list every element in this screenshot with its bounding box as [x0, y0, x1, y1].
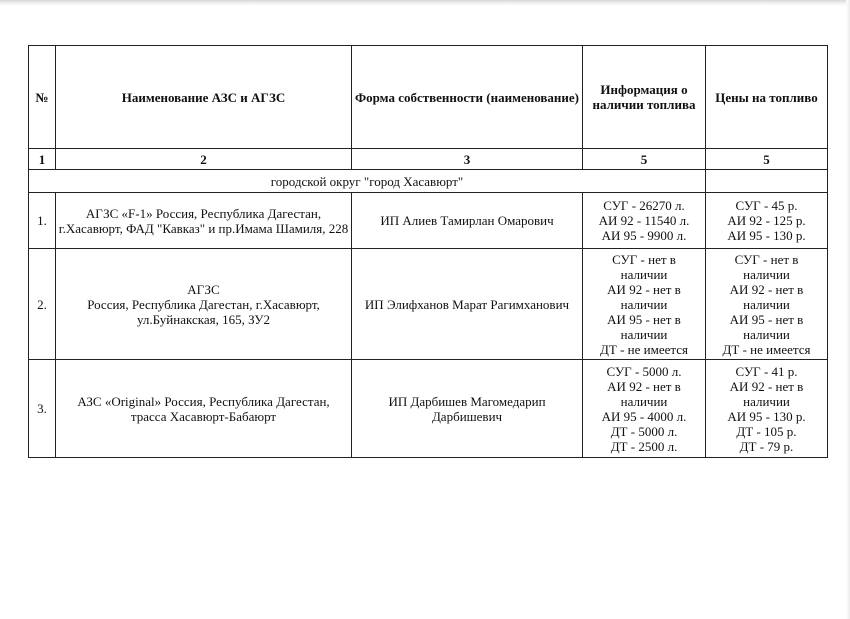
column-number: 5: [706, 149, 828, 170]
availability-line: ДТ - не имеется: [600, 341, 688, 357]
row-number: 3.: [29, 360, 56, 458]
column-numbering-row: [29, 149, 828, 170]
price-line: ДТ - 105 р.: [736, 423, 797, 439]
price-line: наличии: [743, 266, 790, 282]
availability-line: ДТ - 5000 л.: [610, 423, 678, 439]
fuel-availability: [583, 249, 706, 360]
table-row: [29, 360, 828, 458]
fuel-availability: [583, 193, 706, 249]
header-number: №: [29, 46, 56, 149]
region-empty-cell: [706, 170, 828, 193]
station-name: АГЗС «F-1» Россия, Республика Дагестан, г.Хасавюрт, ФАД "Кавказ" и пр.Имама Шамиля, 228: [56, 193, 352, 249]
price-line: АИ 95 - 130 р.: [727, 408, 806, 424]
header-fuel-prices: Цены на топливо: [706, 46, 828, 149]
availability-line: АИ 92 - нет в: [607, 378, 681, 394]
scan-top-edge: [0, 0, 850, 6]
header-station-name: Наименование АЗС и АГЗС: [56, 46, 352, 149]
column-number: 5: [583, 149, 706, 170]
table-row: [29, 249, 828, 360]
price-line: СУГ - 45 р.: [735, 198, 798, 213]
station-owner: ИП Дарбишев Магомедарип Дарбишевич: [352, 360, 583, 458]
availability-line: АИ 92 - 11540 л.: [598, 213, 690, 228]
fuel-availability: [583, 360, 706, 458]
fuel-stations-table: [28, 45, 828, 458]
availability-line: АИ 95 - 4000 л.: [601, 408, 687, 424]
availability-line: наличии: [620, 326, 668, 342]
row-number: 2.: [29, 249, 56, 360]
column-number: 1: [29, 149, 56, 170]
availability-line: СУГ - нет в: [612, 251, 676, 267]
station-address: Россия, Республика Дагестан, г.Хасавюрт, ул.Буйнакская, 165, ЗУ2: [87, 296, 320, 327]
availability-line: АИ 95 - нет в: [607, 311, 681, 327]
scan-right-edge: [846, 0, 850, 619]
header-row: [29, 46, 828, 149]
station-owner: ИП Элифханов Марат Рагимханович: [352, 249, 583, 360]
header-ownership: Форма собственности (наименование): [352, 46, 583, 149]
row-number: 1.: [29, 193, 56, 249]
price-line: АИ 92 - нет в: [729, 378, 804, 394]
fuel-prices: [706, 360, 828, 458]
fuel-prices: [706, 249, 828, 360]
station-owner: ИП Алиев Тамирлан Омарович: [352, 193, 583, 249]
price-line: ДТ - не имеется: [722, 341, 811, 357]
availability-line: СУГ - 26270 л.: [603, 198, 685, 213]
price-line: ДТ - 79 р.: [739, 438, 794, 454]
region-row: [29, 170, 828, 193]
price-line: наличии: [743, 296, 790, 312]
price-line: АИ 95 - 130 р.: [727, 228, 806, 243]
price-line: АИ 92 - нет в: [729, 281, 804, 297]
availability-line: ДТ - 2500 л.: [610, 438, 678, 454]
price-line: наличии: [743, 326, 790, 342]
region-title: городской округ "город Хасавюрт": [29, 170, 706, 193]
table-row: [29, 193, 828, 249]
column-number: 2: [56, 149, 352, 170]
price-line: наличии: [743, 393, 790, 409]
station-name-title: АГЗС: [187, 281, 220, 297]
station-name: [56, 249, 352, 360]
column-number: 3: [352, 149, 583, 170]
fuel-prices: [706, 193, 828, 249]
availability-line: АИ 95 - 9900 л.: [601, 228, 687, 243]
price-line: СУГ - 41 р.: [735, 363, 798, 379]
price-line: АИ 95 - нет в: [729, 311, 804, 327]
station-name: АЗС «Original» Россия, Республика Дагестан, трасса Хасавюрт-Бабаюрт: [56, 360, 352, 458]
price-line: СУГ - нет в: [734, 251, 799, 267]
availability-line: АИ 92 - нет в: [607, 281, 681, 297]
header-fuel-availability: Информация о наличии топлива: [583, 46, 706, 149]
availability-line: СУГ - 5000 л.: [606, 363, 682, 379]
availability-line: наличии: [620, 296, 668, 312]
availability-line: наличии: [620, 393, 668, 409]
price-line: АИ 92 - 125 р.: [727, 213, 806, 228]
availability-line: наличии: [620, 266, 668, 282]
